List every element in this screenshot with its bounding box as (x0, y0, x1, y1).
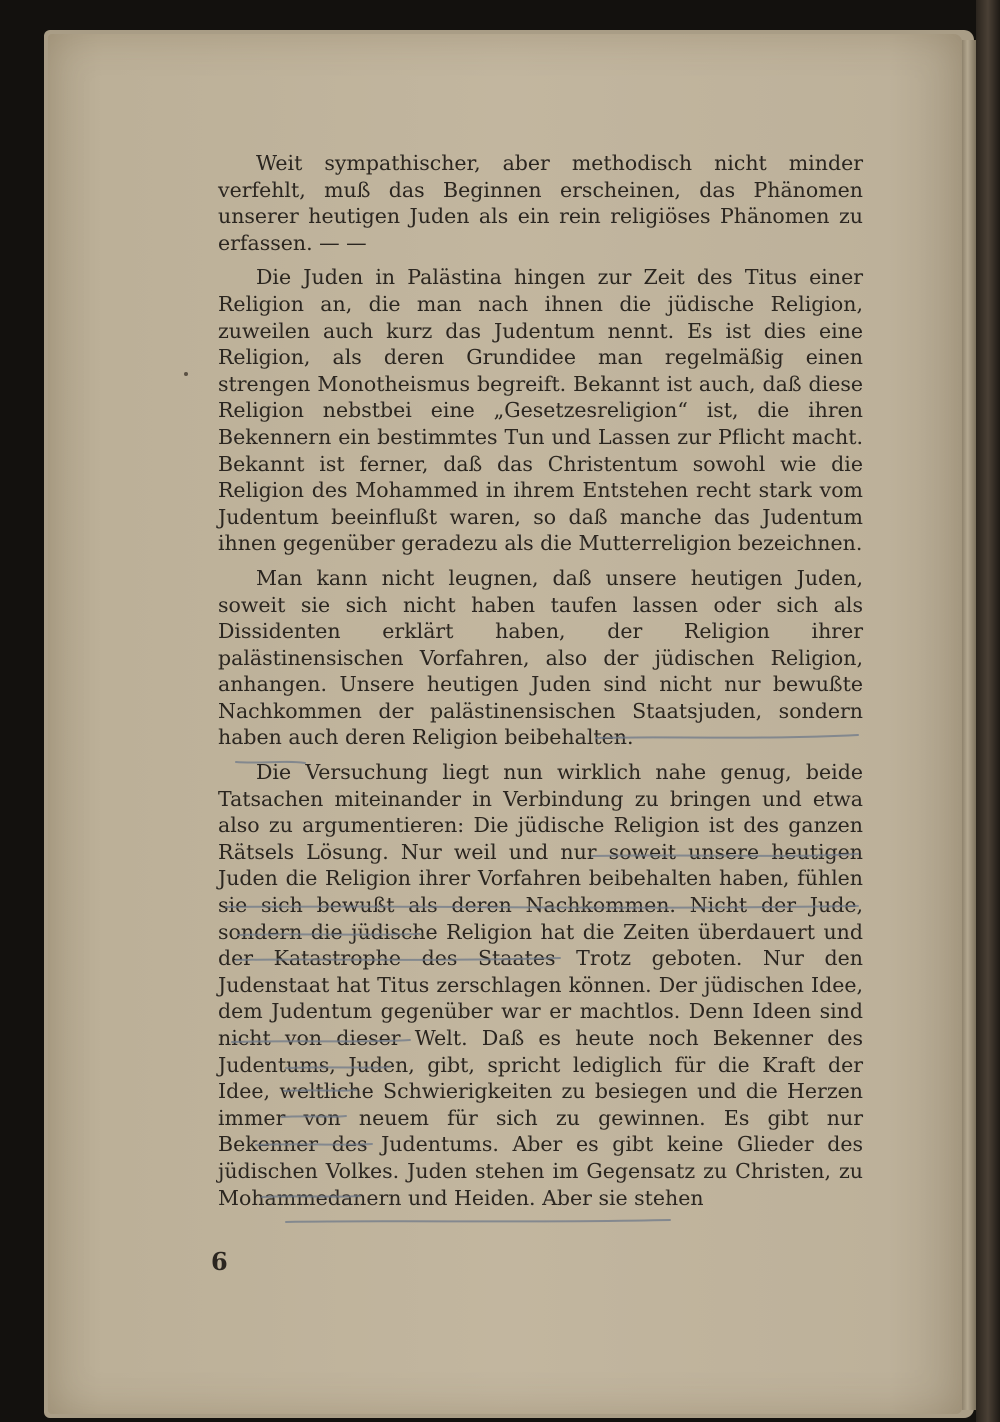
paragraph-4: Die Versuchung liegt nun wirklich nahe genug, beide Tatsachen miteinander in Verbindung zu bringen und etwa also zu argumentieren: Die jüdische Religion ist des ganzen Rätsels Lösung. Nur weil und nur soweit unsere heutigen Juden die Religion ihrer Vorfahren beibehalten haben, fühlen sie sich bewußt als deren Nachkommen. Nicht der Jude, sondern die jüdische Religion hat die Zeiten überdauert und der Katastrophe des Staates Trotz geboten. Nur den Judenstaat hat Titus zerschlagen können. Der jüdischen Idee, dem Judentum gegenüber war er machtlos. Denn Ideen sind nicht von dieser Welt. Daß es heute noch Bekenner des Judentums, Juden, gibt, spricht lediglich für die Kraft der Idee, weltliche Schwierigkeiten zu besiegen und die Herzen immer von neuem für sich zu gewinnen. Es gibt nur Bekenner des Judentums. Aber es gibt keine Glieder des jüdischen Volkes. Juden stehen im Gegensatz zu Christen, zu Mohammedanern und Heiden. Aber sie stehen (218, 760, 863, 1210)
paragraph-1: Weit sympathischer, aber methodisch nicht minder verfehlt, muß das Beginnen erscheinen, das Phänomen unserer heutigen Juden als ein rein religiöses Phänomen zu erfassen. — — (218, 151, 863, 255)
body-text (218, 150, 863, 1211)
book-spine (976, 0, 1000, 1422)
paragraph-2: Die Juden in Palästina hingen zur Zeit des Titus einer Religion an, die man nach ihnen die jüdische Religion, zuweilen auch kurz das Judentum nennt. Es ist dies eine Religion, als deren Grundidee man regelmäßig einen strengen Monotheismus begreift. Bekannt ist auch, daß diese Religion nebstbei eine „Gesetzesreligion“ ist, die ihren Bekennern ein bestimmtes Tun und Lassen zur Pflicht macht. Bekannt ist ferner, daß das Christentum sowohl wie die Religion des Mohammed in ihrem Entstehen recht stark vom Judentum beeinflußt waren, so daß manche das Judentum ihnen gegenüber geradezu als die Mutterreligion bezeichnen. (218, 265, 863, 556)
paragraph-3: Man kann nicht leugnen, daß unsere heutigen Juden, soweit sie sich nicht haben taufen lassen oder sich als Dissidenten erklärt haben, der Religion ihrer palästinensischen Vorfahren, also der jüdischen Religion, anhangen. Unsere heutigen Juden sind nicht nur bewußte Nachkommen der palästinensischen Staatsjuden, sondern haben auch deren Religion beibehalten. (218, 565, 863, 750)
facing-page-edge (962, 40, 976, 1410)
margin-mark (184, 372, 188, 376)
page-number: 6 (211, 1247, 228, 1276)
